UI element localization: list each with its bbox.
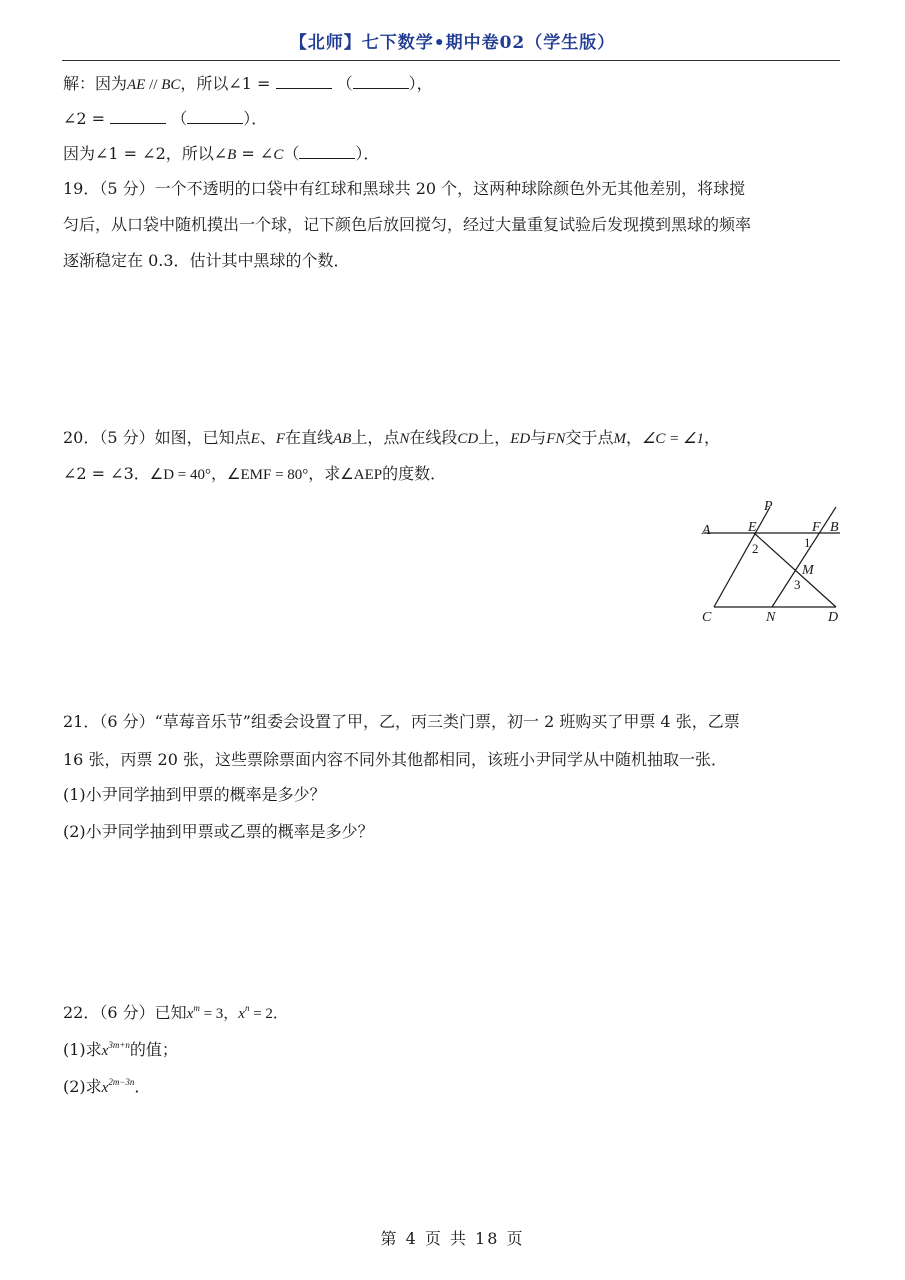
text: ）．: [243, 109, 268, 128]
label-N: N: [766, 610, 776, 625]
text: 与: [530, 428, 547, 447]
math-condition: ∠C = ∠1: [641, 431, 704, 447]
text: 在直线: [285, 428, 334, 447]
text: = 2．: [249, 1006, 288, 1022]
math-angle-AEP: ∠AEP: [340, 467, 383, 483]
math-BC: BC: [161, 77, 181, 93]
text: (2)求: [63, 1077, 102, 1096]
math-ED: ED: [510, 431, 531, 447]
label-F: F: [812, 520, 821, 535]
math-x: x: [101, 1043, 109, 1059]
text: 的值；: [129, 1040, 178, 1059]
exponent-n: n: [244, 1003, 250, 1013]
math-N: N: [399, 431, 410, 447]
q21-line-2: 16 张，丙票 20 张，这些票除票面内容不同外其他都相同，该班小尹同学从中随机抽取一张．: [63, 750, 727, 769]
label-angle-2: 2: [752, 541, 759, 556]
q21-part-2: (2)小尹同学抽到甲票或乙票的概率是多少？: [63, 822, 374, 841]
text: ∠2 =: [63, 109, 111, 128]
math-CD: CD: [457, 431, 479, 447]
text: 上，点: [351, 428, 400, 447]
math-angle-EMF: ∠EMF = 80°: [227, 467, 309, 483]
text: （: [171, 109, 188, 128]
q20-line-2: [63, 463, 843, 486]
q18-answer-line-1: [63, 73, 843, 96]
label-angle-3: 3: [794, 577, 801, 592]
label-M: M: [802, 563, 814, 578]
label-angle-1: 1: [804, 535, 811, 550]
text: 交于点: [565, 428, 614, 447]
label-A: A: [702, 523, 711, 538]
page-footer: 第 4 页 共 18 页: [380, 1229, 525, 1248]
math-x: x: [101, 1080, 109, 1096]
math-C: C: [273, 147, 284, 163]
header-divider: [62, 60, 840, 61]
math-M: M: [613, 431, 626, 447]
label-C: C: [702, 610, 712, 625]
text: = 3，: [199, 1006, 239, 1022]
label-B: B: [830, 520, 839, 535]
q18-answer-line-3: [63, 143, 843, 166]
reason-blank[interactable]: [353, 74, 409, 89]
text: ．: [134, 1077, 151, 1096]
reason-blank[interactable]: [187, 109, 243, 124]
math-angle-D: ∠D = 40°: [149, 467, 212, 483]
text: ，: [211, 464, 228, 483]
math-F: F: [275, 431, 285, 447]
label-P: P: [764, 499, 773, 514]
line-FN: [772, 507, 836, 607]
math-x: x: [238, 1006, 245, 1022]
answer-blank[interactable]: [110, 109, 166, 124]
q22-line-1: [63, 997, 843, 1025]
q19-line-1: 19．（5 分）一个不透明的口袋中有红球和黑球共 20 个，这两种球除颜色外无其他差别，将球搅: [63, 179, 746, 198]
math-x: x: [186, 1006, 194, 1022]
math-E: E: [250, 431, 260, 447]
math-B: B: [227, 147, 237, 163]
label-E: E: [748, 520, 757, 535]
math-FN: FN: [546, 431, 566, 447]
q21-line-1: 21．（6 分）“草莓音乐节”组委会设置了甲，乙，丙三类门票，初一 2 班购买了甲票 4 张，乙票: [63, 712, 740, 731]
text: （: [283, 144, 300, 163]
text: 解：因为: [63, 74, 128, 93]
q22-part-1: [63, 1034, 843, 1062]
math-AE: AE: [127, 77, 146, 93]
text: ，求: [308, 464, 341, 483]
text: 上，: [478, 428, 511, 447]
q21-part-1: (1)小尹同学抽到甲票的概率是多少？: [63, 785, 326, 804]
math-AB: AB: [333, 431, 352, 447]
text: ）．: [355, 144, 380, 163]
text: 22．（6 分）已知: [63, 1003, 187, 1022]
text: = ∠: [236, 144, 274, 163]
text: ），: [408, 74, 433, 93]
text: 、: [259, 428, 276, 447]
parallel-symbol: //: [145, 77, 162, 93]
text: 因为∠1 = ∠2，所以∠: [63, 144, 228, 163]
q18-answer-line-2: [63, 108, 843, 130]
q20-line-1: [63, 427, 843, 450]
text: ∠2 = ∠3．: [63, 464, 150, 483]
text: ，: [625, 428, 642, 447]
q19-line-2: 匀后，从口袋中随机摸出一个球，记下颜色后放回搅匀，经过大量重复试验后发现摸到黑球的频率: [63, 215, 752, 234]
answer-blank[interactable]: [276, 74, 332, 89]
text: 在线段: [409, 428, 458, 447]
text: (1)求: [63, 1040, 102, 1059]
exponent: 2m−3n: [108, 1077, 135, 1087]
q22-part-2: [63, 1071, 843, 1099]
exponent: 3m+n: [108, 1040, 130, 1050]
text: （: [336, 74, 353, 93]
reason-blank[interactable]: [299, 144, 355, 159]
line-CP: [714, 507, 770, 607]
exponent-m: m: [193, 1003, 200, 1013]
geometry-figure: [690, 495, 850, 635]
text: 20．（5 分）如图，已知点: [63, 428, 251, 447]
text: ，所以∠1 =: [180, 74, 276, 93]
label-D: D: [828, 610, 839, 625]
text: ，: [704, 428, 721, 447]
page-header-title: 【北师】七下数学•期中卷02（学生版）: [289, 33, 616, 53]
text: 的度数．: [382, 464, 447, 483]
q19-line-3: 逐渐稳定在 0.3．估计其中黑球的个数．: [63, 251, 350, 270]
